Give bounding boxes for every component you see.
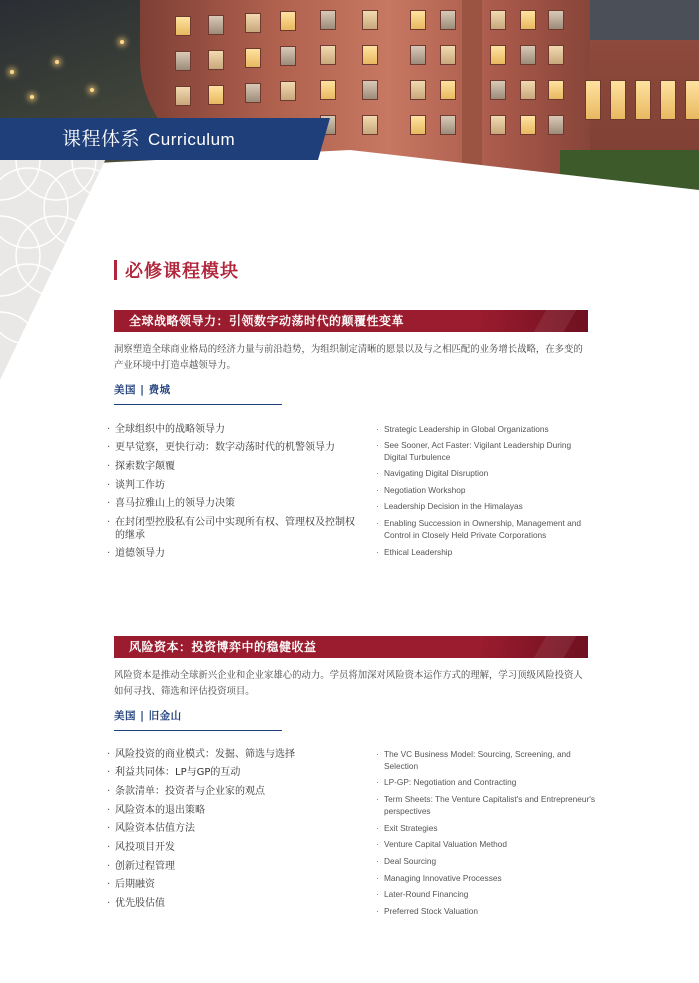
list-item: · 全球组织中的战略领导力 — [107, 423, 357, 436]
module-1-description: 洞察塑造全球商业格局的经济力量与前沿趋势，为组织制定清晰的愿景以及与之相匹配的业务增长战略，在多变的产业环境中打造卓越领导力。 — [114, 344, 583, 371]
list-item: · Negotiation Workshop — [376, 485, 596, 497]
list-item: · Managing Innovative Processes — [376, 873, 596, 885]
list-item: · Term Sheets: The Venture Capitalist's and Entrepreneur's perspectives — [376, 794, 596, 817]
list-item: · 条款清单：投资者与企业家的观点 — [107, 785, 357, 798]
list-item: · 道德领导力 — [107, 547, 357, 560]
module-2-title: 风险资本：投资博弈中的稳健收益 — [129, 640, 317, 654]
list-item: · 风险资本估值方法 — [107, 822, 357, 835]
list-item: · 在封闭型控股私有公司中实现所有权、管理权及控制权的继承 — [107, 516, 357, 542]
module-1 — [114, 310, 588, 405]
module-2-title-bar — [114, 636, 588, 658]
list-item: · LP-GP: Negotiation and Contracting — [376, 777, 596, 789]
module-2-location: 美国 | 旧金山 — [114, 710, 182, 722]
list-item: · Exit Strategies — [376, 823, 596, 835]
list-item: · 优先股估值 — [107, 897, 357, 910]
list-item: · Navigating Digital Disruption — [376, 468, 596, 480]
list-item: · Venture Capital Valuation Method — [376, 839, 596, 851]
module-1-location: 美国 | 费城 — [114, 384, 171, 396]
module-1-divider — [114, 404, 282, 405]
list-item: · Strategic Leadership in Global Organizations — [376, 424, 596, 436]
page-title-en: Curriculum — [148, 130, 236, 149]
list-item: · 风投项目开发 — [107, 841, 357, 854]
module-2 — [114, 636, 588, 731]
list-item: · Deal Sourcing — [376, 856, 596, 868]
list-item: · Later-Round Financing — [376, 889, 596, 901]
list-item: · 谈判工作坊 — [107, 479, 357, 492]
page-title-cn: 课程体系 — [62, 128, 141, 150]
list-item: · The VC Business Model: Sourcing, Screening, and Selection — [376, 749, 596, 772]
list-item: · 创新过程管理 — [107, 860, 357, 873]
list-item: · 后期融资 — [107, 878, 357, 891]
list-item: · See Sooner, Act Faster: Vigilant Leadership During Digital Turbulence — [376, 440, 596, 463]
list-item: · 风险资本的退出策略 — [107, 804, 357, 817]
section-title: 必修课程模块 — [125, 261, 239, 282]
list-item: · Leadership Decision in the Himalayas — [376, 501, 596, 513]
module-1-title: 全球战略领导力：引领数字动荡时代的颠覆性变革 — [129, 314, 405, 328]
list-item: · 风险投资的商业模式：发掘、筛选与选择 — [107, 748, 357, 761]
page-title — [62, 126, 235, 153]
section-heading — [114, 257, 239, 283]
list-item: · 探索数字颠覆 — [107, 460, 357, 473]
module-1-title-bar — [114, 310, 588, 332]
section-accent-bar — [114, 260, 117, 280]
list-item: · 喜马拉雅山上的领导力决策 — [107, 497, 357, 510]
list-item: · Ethical Leadership — [376, 547, 596, 559]
list-item: · 利益共同体：LP与GP的互动 — [107, 766, 357, 779]
list-item: · Preferred Stock Valuation — [376, 906, 596, 918]
list-item: · 更早觉察，更快行动：数字动荡时代的机警领导力 — [107, 441, 357, 454]
module-2-description: 风险资本是推动全球新兴企业和企业家雄心的动力。学员将加深对风险资本运作方式的理解，学习顶级风险投资人如何寻找、筛选和评估投资项目。 — [114, 670, 583, 697]
list-item: · Enabling Succession in Ownership, Management and Control in Closely Held Private Corporations — [376, 518, 596, 541]
geometric-pattern — [0, 150, 110, 380]
module-2-divider — [114, 730, 282, 731]
